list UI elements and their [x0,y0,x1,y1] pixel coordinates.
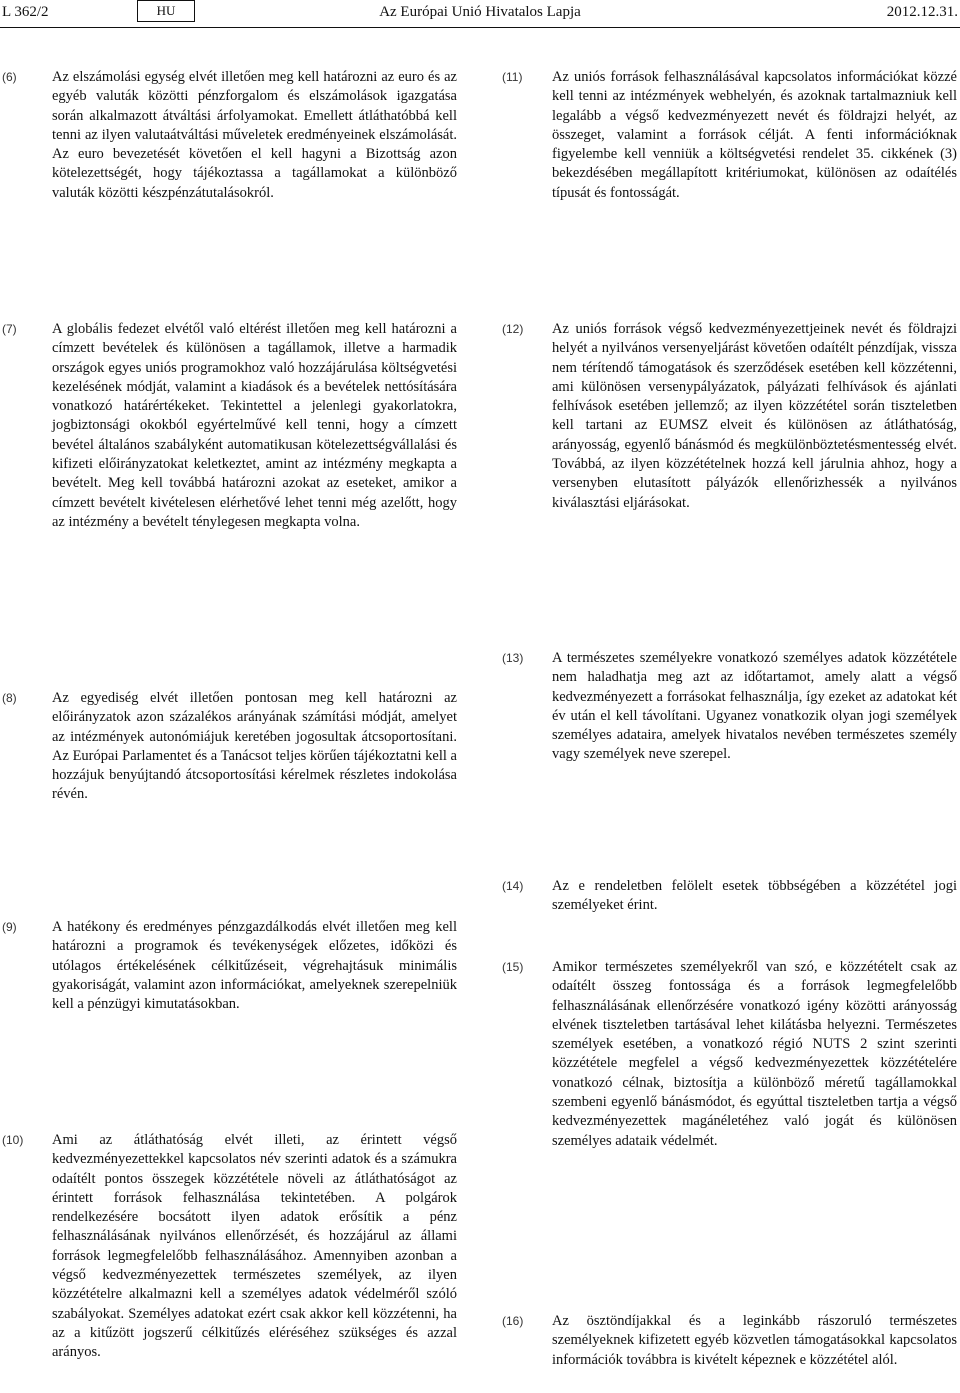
recital-8 [2,689,457,805]
recital-number: (6) [2,70,17,84]
recital-number: (8) [2,691,17,705]
header-rule [0,27,960,28]
recital-10 [2,1131,457,1363]
recital-text: Az uniós források végső kedvezményezettjeinek nevét és földrajzi helyét a nyilvános versenyeljárást követően odaítélt pénzdíjak, vissza nem térítendő támogatások és szerződések esetében kell közzétenni, ami különösen versenypályázatok, pályázati felhívások és ajánlati felhívások esetében jellemző; az ilyen közzététel során tiszteletben kell tartani az EUMSZ elveit és különösen az átláthatóság, arányosság, egyenlő bánásmód és megkülönböztetésmentesség elvét. Továbbá, az ilyen közzétételnek hozzá kell járulnia ahhoz, hogy a versenyben elutasított pályázók ellenőrizhessék a nyilvános kiválasztási eljárásokat. [552,321,957,511]
page-number: L 362/2 [2,4,49,20]
recital-number: (7) [2,322,17,336]
recital-9 [2,918,457,1014]
issue-date: 2012.12.31. [886,4,958,20]
journal-title: Az Európai Unió Hivatalos Lapja [379,4,581,20]
recital-number: (10) [2,1133,24,1147]
recital-number: (12) [502,322,524,336]
recital-text: A hatékony és eredményes pénzgazdálkodás elvét illetően meg kell határozni a programok és tevékenységek előzetes, időközi és utólagos értékelésének célkitűzéseit, végrehajtásuk minimális gyakoriságát, valamint azon információkat, amelyeknek szerepelniük kell a pénzügyi kimutatásokban. [52,919,457,1013]
recital-text: Az ösztöndíjakkal és a leginkább rászoruló természetes személyeknek kifizetett egyéb közvetlen támogatásokkal kapcsolatos információk továbbra is kivételt képeznek e közzététel alól. [552,1313,957,1368]
recital-text: Ami az átláthatóság elvét illeti, az érintett végső kedvezményezettekkel kapcsolatos név szerinti adatok és a számukra odaítélt pontos összegek közzététele növeli az átláthatóságot az érintett források felhasználása tekintetében. A polgárok rendelkezésére bocsátott ilyen adatok erősítik a pénz felhasználásának nyilvános ellenőrzését, és hozzájárul az állami források legmegfelelőbb felhasználásához. Amennyiben azonban a végső kedvezményezettek természetes személyek, az ilyen közzétételre alkalmazni kell a személyes adatok védelméről szóló szabályokat. Személyes adatokat ezért csak akkor kell közzétenni, ha az a kitűzött jogszerű célkitűzés eléréséhez szükséges és azzal arányos. [52,1132,457,1361]
recital-6 [2,68,457,203]
recital-text: Amikor természetes személyekről van szó, e közzétételt csak az odaítélt összeg fontossága és a források legmegfelelőbb felhasználásának ellenőrzésére vonatkozó igény közötti arányosság elvének tiszteletben tartásával lehet kilátásba helyezni. Természetes személyek esetében, a vonatkozó régió NUTS 2 szint szerinti közzététele megfelel a végső kedvezményezettek közzétételére vonatkozó célnak, biztosítja a különböző méretű tagállamokkal szembeni egyenlő bánásmódot, és egyúttal tiszteletben tartja a végső kedvezményezettek magánéletéhez való jogát és különösen személyes adataik védelmét. [552,959,957,1149]
recital-16 [502,1312,957,1370]
recital-text: Az e rendeletben felölelt esetek többségében a közzététel jogi személyeket érint. [552,878,957,914]
recital-text: Az elszámolási egység elvét illetően meg kell határozni az euro és az egyéb valuták közötti pénzforgalom és elszámolások igazgatása során alkalmazott átváltási árfolyamokat. Emellett átláthatóbbá kell tenni az ilyen valutaátváltási műveletek eredményeinek elszámolását. Az euro bevezetését követően el kell hagyni a Bizottság azon kötelezettségét, hogy tájékoztassa a tagállamokat a különböző valuták közötti készpénzátutalásokról. [52,69,457,201]
recital-number: (15) [502,960,524,974]
recital-number: (11) [502,70,523,84]
recital-text: A globális fedezet elvétől való eltérést illetően meg kell határozni a címzett bevételek és különösen a tagállamok, illetve a harmadik országok egyes uniós programokhoz való hozzájárulása költségvetési kezelésének módját, valamint a kiadások és a bevételek nettósítására vonatkozó határértékeket. Tekintettel a jelenlegi gyakorlatokra, jogbiztonsági okokból egyértelművé kell tenni, hogy a címzett bevétel általános szabályként automatikusan kötelezettségvállalási és kifizeti előirányzatokat keletkeztet, amint az intézmény megkapta a bevételt. Meg kell továbbá határozni azokat az eseteket, amikor a címzett bevételt kivételesen elérhetővé lehet tenni még azelőtt, hogy az intézmény a bevételt ténylegesen megkapta volna. [52,321,457,530]
recital-number: (14) [502,879,524,893]
language-badge: HU [137,0,195,22]
recital-13 [502,649,957,765]
recital-7 [2,320,457,532]
page-header [0,0,960,30]
recital-15 [502,958,957,1151]
recital-11 [502,68,957,203]
recital-text: A természetes személyekre vonatkozó személyes adatok közzététele nem haladhatja meg azt az időtartamot, amely alatt a végső kedvezményezett a forrásokat felhasználja, így ezeket az adatokat két év után el kell távolítani. Ugyanez vonatkozik olyan jogi személyek személyes adataira, amelyek hivatalos nevében természetes személy vagy személyek neve szerepel. [552,650,957,763]
recital-number: (9) [2,920,17,934]
recital-text: Az uniós források felhasználásával kapcsolatos információkat közzé kell tenni az intézmények webhelyén, és azoknak tartalmazniuk kell legalább a végső kedvezményezett nevét és földrajzi helyét, az összeget, valamint a források célját. A fenti információknak figyelembe kell venniük a költségvetési rendelet 35. cikkének (3) bekezdésében megállapított kritériumokat, különösen az odaítélés típusát és fontosságát. [552,69,957,201]
recital-number: (13) [502,651,524,665]
recital-number: (16) [502,1314,524,1328]
recital-text: Az egyediség elvét illetően pontosan meg kell határozni az előirányzatok azon százalékos arányának számítási módját, amelyet az intézmények autonómiájuk keretében jogosultak átcsoportosítani. Az Európai Parlamentet és a Tanácsot teljes körűen tájékoztatni kell a hozzájuk benyújtandó átcsoportosítási kérelmek részletes indokolása révén. [52,690,457,803]
recital-12 [502,320,957,513]
recital-14 [502,877,957,916]
